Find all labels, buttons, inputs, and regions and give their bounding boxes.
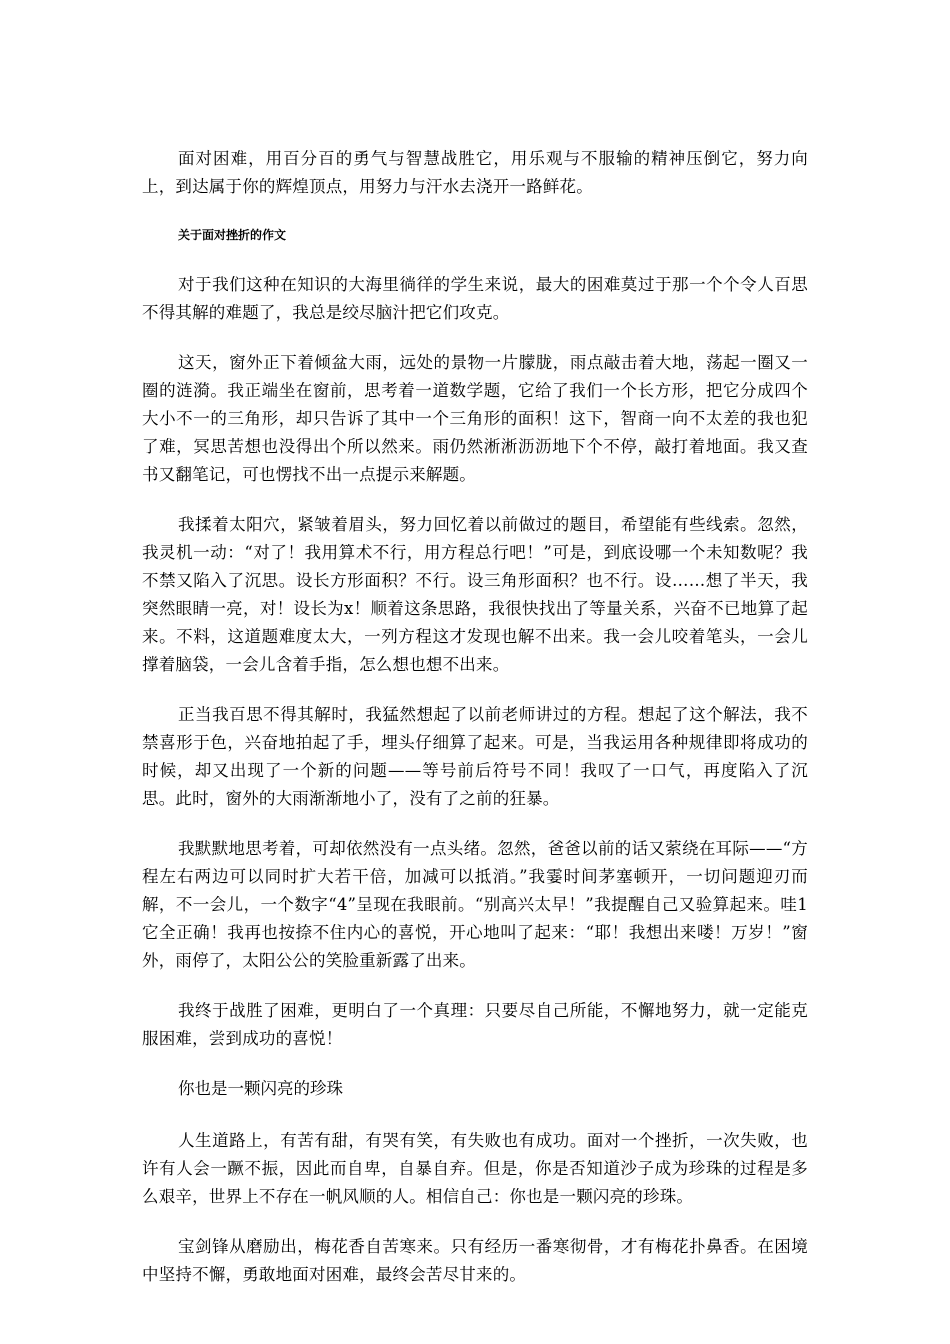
- paragraph: 宝剑锋从磨励出，梅花香自苦寒来。只有经历一番寒彻骨，才有梅花扑鼻香。在困境中坚持不懈，勇敢地面对困难，最终会苦尽甘来的。: [142, 1237, 808, 1284]
- paragraph: 对于我们这种在知识的大海里徜徉的学生来说，最大的困难莫过于那一个个令人百思不得其解的难题了，我总是绞尽脑汁把它们攻克。: [142, 275, 808, 322]
- section-title: 你也是一颗闪亮的珍珠: [178, 1079, 343, 1098]
- paragraph: 我终于战胜了困难，更明白了一个真理：只要尽自己所能，不懈地努力，就一定能克服困难，尝到成功的喜悦！: [142, 1001, 808, 1048]
- document-page: [142, 145, 808, 1311]
- paragraph: 这天，窗外正下着倾盆大雨，远处的景物一片朦胧，雨点敲击着大地，荡起一圈又一圈的涟漪。我正端坐在窗前，思考着一道数学题，它给了我们一个长方形，把它分成四个大小不一的三角形，却只告诉了其中一个三角形的面积！这下，智商一向不太差的我也犯了难，冥思苦想也没得出个所以然来。雨仍然淅淅沥沥地下个不停，敲打着地面。我又查书又翻笔记，可也愣找不出一点提示来解题。: [142, 353, 808, 484]
- section-heading: 关于面对挫折的作文: [178, 228, 287, 242]
- paragraph: 我默默地思考着，可却依然没有一点头绪。忽然，爸爸以前的话又萦绕在耳际——“方程左右两边可以同时扩大若干倍，加减可以抵消。”我霎时间茅塞顿开，一切问题迎刃而解，不一会儿，一个数字“4”呈现在我眼前。“别高兴太早！”我提醒自己又验算起来。哇1它全正确！我再也按捺不住内心的喜悦，开心地叫了起来：“耶！我想出来喽！万岁！”窗外，雨停了，太阳公公的笑脸重新露了出来。: [142, 839, 808, 970]
- paragraph: 人生道路上，有苦有甜，有哭有笑，有失败也有成功。面对一个挫折，一次失败，也许有人会一蹶不振，因此而自卑，自暴自弃。但是，你是否知道沙子成为珍珠的过程是多么艰辛，世界上不存在一帆风顺的人。相信自己：你也是一颗闪亮的珍珠。: [142, 1131, 808, 1206]
- intro-paragraph: 面对困难，用百分百的勇气与智慧战胜它，用乐观与不服输的精神压倒它，努力向上，到达属于你的辉煌顶点，用努力与汗水去浇开一路鲜花。: [142, 149, 808, 196]
- paragraph: 正当我百思不得其解时，我猛然想起了以前老师讲过的方程。想起了这个解法，我不禁喜形于色，兴奋地拍起了手，埋头仔细算了起来。可是，当我运用各种规律即将成功的时候，却又出现了一个新的问题——等号前后符号不同！我叹了一口气，再度陷入了沉思。此时，窗外的大雨渐渐地小了，没有了之前的狂暴。: [142, 705, 808, 808]
- paragraph: 我揉着太阳穴，紧皱着眉头，努力回忆着以前做过的题目，希望能有些线索。忽然，我灵机一动：“对了！我用算术不行，用方程总行吧！”可是，到底设哪一个未知数呢？我不禁又陷入了沉思。设长方形面积？不行。设三角形面积？也不行。设……想了半天，我突然眼睛一亮，对！设长为x！顺着这条思路，我很快找出了等量关系，兴奋不已地算了起来。不料，这道题难度太大，一列方程这才发现也解不出来。我一会儿咬着笔头，一会儿撑着脑袋，一会儿含着手指，怎么想也想不出来。: [142, 515, 808, 674]
